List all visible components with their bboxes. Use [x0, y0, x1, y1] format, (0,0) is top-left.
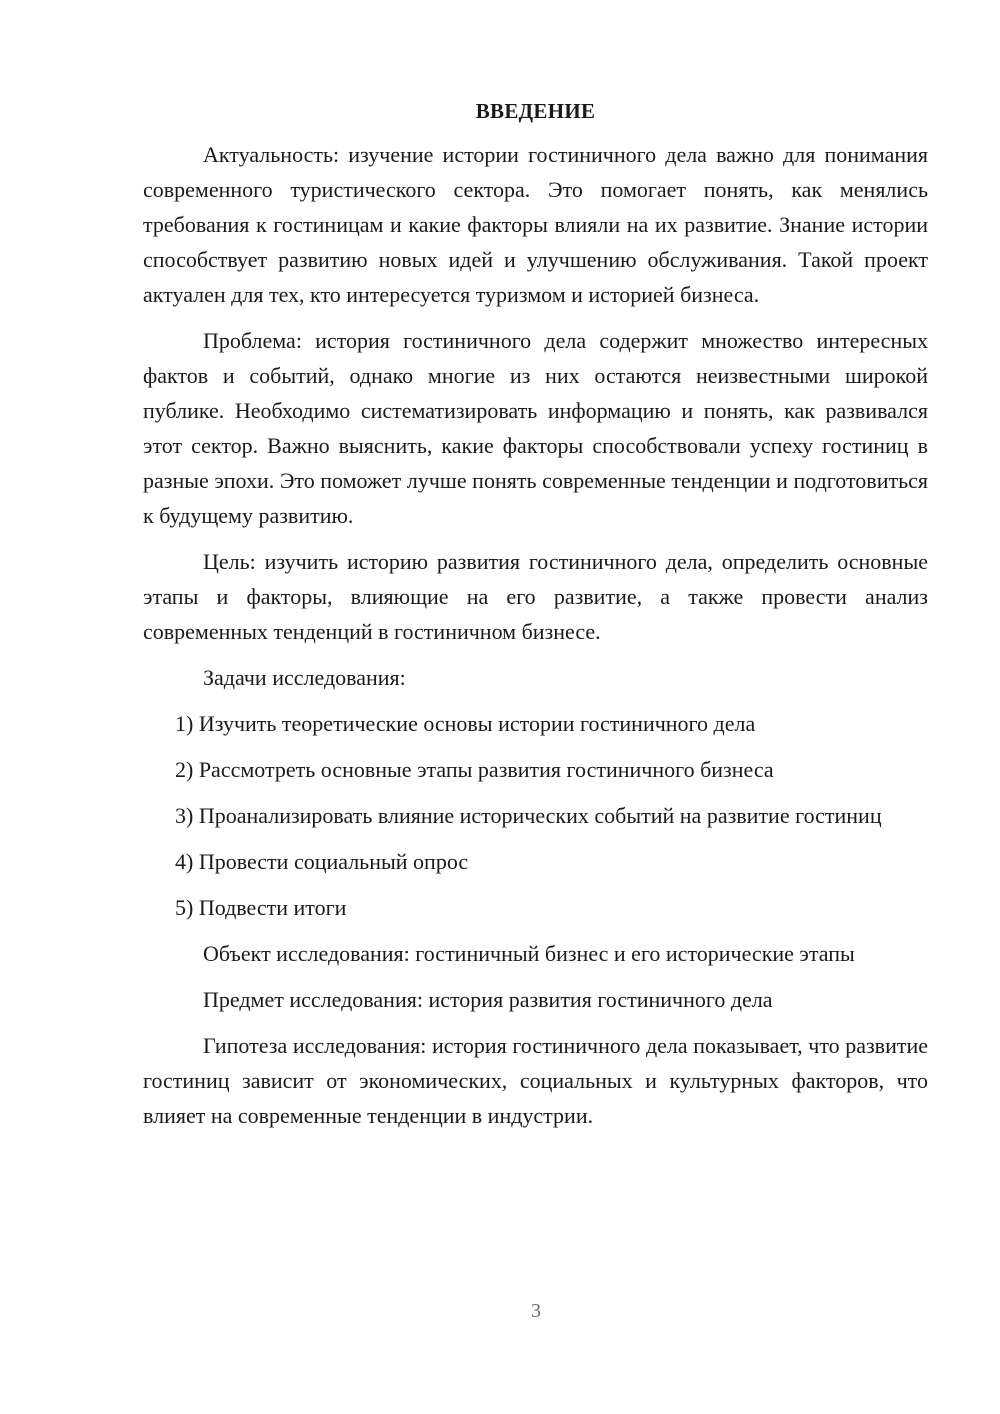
page-content	[143, 96, 928, 1133]
tasks-heading: Задачи исследования:	[203, 665, 406, 690]
object-paragraph: Объект исследования: гостиничный бизнес и его исторические этапы	[203, 941, 855, 966]
page-title: ВВЕДЕНИЕ	[475, 99, 596, 123]
problem-paragraph: Проблема: история гостиничного дела содержит множество интересных фактов и событий, однако многие из них остаются неизвестными широкой публике. Необходимо систематизировать информацию и понять, как развивался этот сектор. Важно выяснить, какие факторы способствовали успеху гостиниц в разные эпохи. Это поможет лучше понять современные тенденции и подготовиться к будущему развитию.	[143, 328, 928, 528]
subject-paragraph: Предмет исследования: история развития гостиничного дела	[203, 987, 773, 1012]
task-item: 4) Провести социальный опрос	[175, 849, 469, 874]
page-number: 3	[531, 1300, 541, 1322]
task-item: 2) Рассмотреть основные этапы развития гостиничного бизнеса	[175, 757, 774, 782]
task-item: 1) Изучить теоретические основы истории гостиничного дела	[175, 711, 756, 736]
relevance-paragraph: Актуальность: изучение истории гостиничного дела важно для понимания современного туристического сектора. Это помогает понять, как менялись требования к гостиницам и какие факторы влияли на их развитие. Знание истории способствует развитию новых идей и улучшению обслуживания. Такой проект актуален для тех, кто интересуется туризмом и историей бизнеса.	[143, 142, 928, 307]
tasks-list	[143, 706, 928, 925]
task-item: 5) Подвести итоги	[175, 895, 347, 920]
goal-paragraph: Цель: изучить историю развития гостиничного дела, определить основные этапы и факторы, влияющие на его развитие, а также провести анализ современных тенденций в гостиничном бизнесе.	[143, 549, 928, 644]
hypothesis-paragraph: Гипотеза исследования: история гостиничного дела показывает, что развитие гостиниц зависит от экономических, социальных и культурных факторов, что влияет на современные тенденции в индустрии.	[143, 1033, 928, 1128]
task-item: 3) Проанализировать влияние исторических событий на развитие гостиниц	[175, 803, 882, 828]
